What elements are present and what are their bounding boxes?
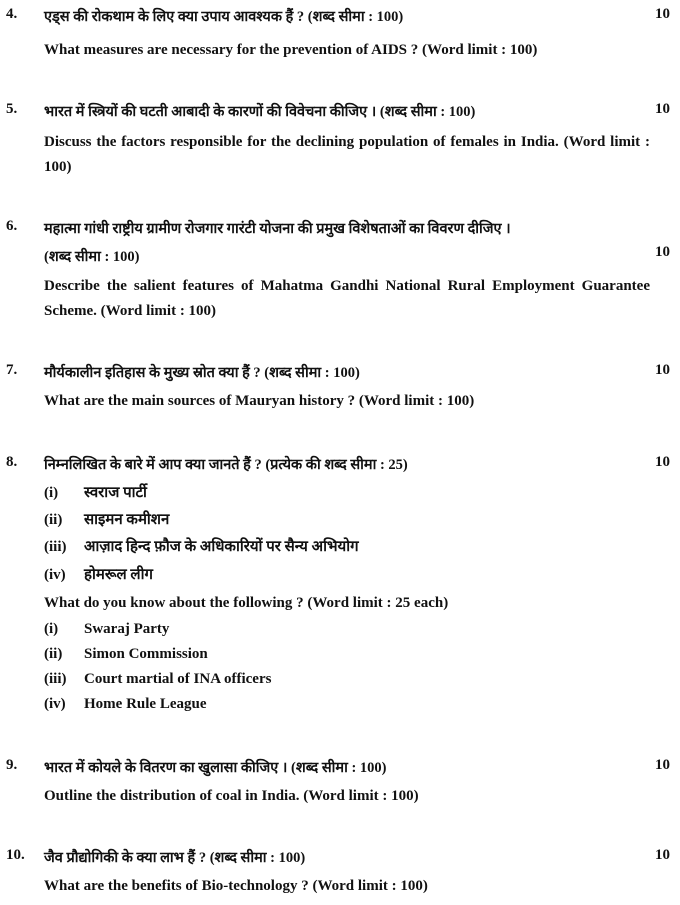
hindi-subitem <box>44 536 359 556</box>
hindi-subitem <box>44 482 147 502</box>
question-marks: 10 <box>655 362 670 378</box>
question-marks: 10 <box>655 454 670 470</box>
question-hindi: भारत में स्त्रियों की घटती आबादी के कारणों की विवेचना कीजिए । (शब्द सीमा : 100) <box>44 104 476 120</box>
question-hindi: जैव प्रौद्योगिकी के क्या लाभ हैं ? (शब्द सीमा : 100) <box>44 850 306 866</box>
question-hindi-limit: (शब्द सीमा : 100) <box>44 249 140 265</box>
question-marks: 10 <box>655 244 670 260</box>
question-number: 10. <box>6 847 25 863</box>
subitem-numeral: (iii) <box>44 539 67 555</box>
question-hindi: एड्स की रोकथाम के लिए क्या उपाय आवश्यक हैं ? (शब्द सीमा : 100) <box>44 9 404 25</box>
english-subitem <box>44 671 271 688</box>
subitem-numeral: (iii) <box>44 671 67 687</box>
question-hindi: भारत में कोयले के वितरण का खुलासा कीजिए । (शब्द सीमा : 100) <box>44 760 387 776</box>
subitem-text: Home Rule League <box>84 696 207 712</box>
subitem-text: Swaraj Party <box>84 621 170 637</box>
subitem-text: स्वराज पार्टी <box>84 485 147 501</box>
subitem-numeral: (i) <box>44 621 59 637</box>
question-english: What are the benefits of Bio-technology ? (Word limit : 100) <box>44 878 428 894</box>
question-number: 6. <box>6 218 18 234</box>
question-number: 8. <box>6 454 18 470</box>
subitem-numeral: (i) <box>44 485 59 501</box>
hindi-subitem <box>44 564 153 584</box>
question-english: Outline the distribution of coal in India. (Word limit : 100) <box>44 788 419 804</box>
question-hindi: महात्मा गांधी राष्ट्रीय ग्रामीण रोजगार गारंटी योजना की प्रमुख विशेषताओं का विवरण दीजिए । <box>44 221 511 237</box>
question-english: What are the main sources of Mauryan history ? (Word limit : 100) <box>44 393 475 409</box>
subitem-text: होमरूल लीग <box>84 567 153 583</box>
question-hindi: निम्नलिखित के बारे में आप क्या जानते हैं ? (प्रत्येक की शब्द सीमा : 25) <box>44 457 408 473</box>
subitem-text: Court martial of INA officers <box>84 671 272 687</box>
question-number: 7. <box>6 362 18 378</box>
question-marks: 10 <box>655 847 670 863</box>
question-english: What measures are necessary for the prevention of AIDS ? (Word limit : 100) <box>44 42 538 58</box>
subitem-numeral: (ii) <box>44 646 63 662</box>
question-marks: 10 <box>655 6 670 22</box>
question-number: 5. <box>6 101 18 117</box>
question-number: 4. <box>6 6 18 22</box>
question-english: Describe the salient features of Mahatma Gandhi National Rural Employment Guarantee Scheme. (Word limit : 100) <box>44 278 650 319</box>
question-marks: 10 <box>655 757 670 773</box>
english-subitem <box>44 621 169 638</box>
question-hindi: मौर्यकालीन इतिहास के मुख्य स्रोत क्या हैं ? (शब्द सीमा : 100) <box>44 365 360 381</box>
english-subitem <box>44 646 208 663</box>
subitem-numeral: (ii) <box>44 512 63 528</box>
subitem-text: साइमन कमीशन <box>84 512 170 528</box>
question-english: What do you know about the following ? (Word limit : 25 each) <box>44 595 449 611</box>
subitem-text: आज़ाद हिन्द फ़ौज के अधिकारियों पर सैन्य अभियोग <box>84 539 359 555</box>
subitem-numeral: (iv) <box>44 567 66 583</box>
subitem-numeral: (iv) <box>44 696 66 712</box>
english-subitem <box>44 696 206 713</box>
question-english: Discuss the factors responsible for the declining population of females in India. (Word limit : 100) <box>44 134 650 175</box>
subitem-text: Simon Commission <box>84 646 208 662</box>
question-number: 9. <box>6 757 18 773</box>
hindi-subitem <box>44 509 169 529</box>
question-marks: 10 <box>655 101 670 117</box>
